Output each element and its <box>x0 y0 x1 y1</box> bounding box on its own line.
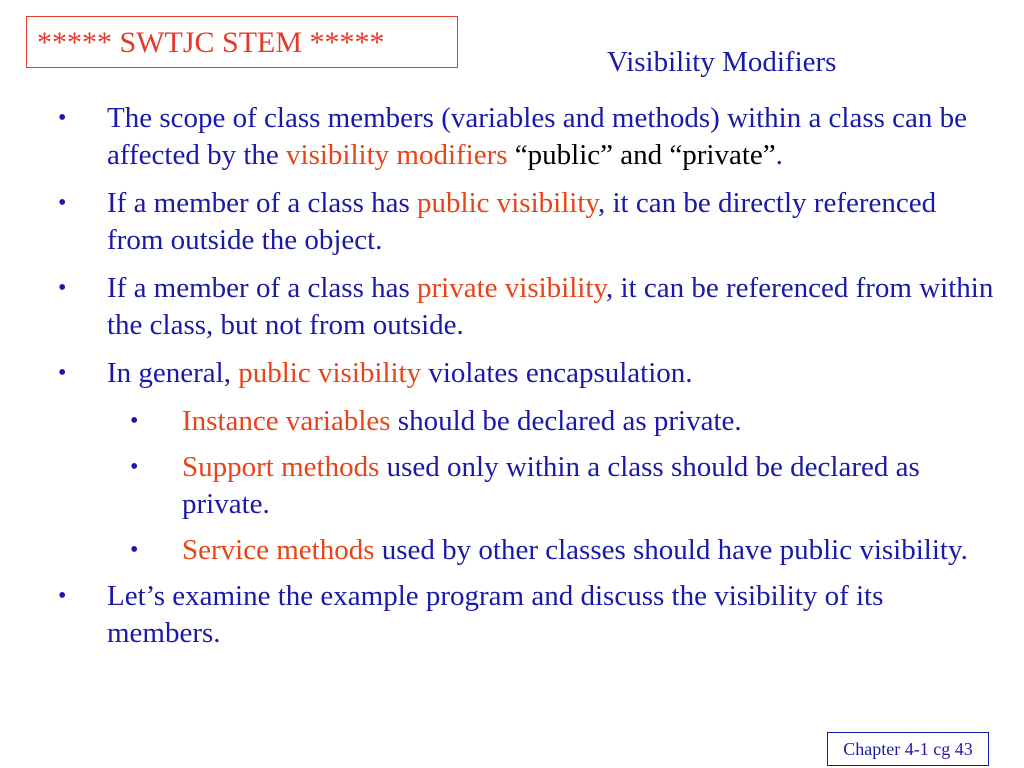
text-run: In general, <box>107 357 239 389</box>
bullet-text <box>107 578 997 652</box>
bullet-dot: • <box>130 537 139 563</box>
text-run: If a member of a class has <box>107 272 418 304</box>
header-label-box <box>26 16 458 68</box>
quoted-keywords: “public” and “private” <box>514 139 776 171</box>
highlight-term: public visibility <box>238 357 422 389</box>
bullet-text <box>182 449 992 523</box>
bullet-public <box>0 185 1024 259</box>
highlight-term: Instance variables <box>182 405 391 437</box>
text-run: If a member of a class has <box>107 187 418 219</box>
slide-title: Visibility Modifiers <box>607 46 837 78</box>
text-run: violates encapsulation. <box>421 357 693 389</box>
bullet-scope <box>0 100 1024 174</box>
text-run: . <box>775 139 783 171</box>
highlight-term: Service methods <box>182 534 375 566</box>
bullet-text <box>107 185 997 259</box>
text-run: , it can be referenced from within the class, but not from outside. <box>107 272 994 341</box>
sub-bullet-support-methods <box>0 449 1024 523</box>
highlight-term: public visibility <box>417 187 598 219</box>
bullet-general <box>0 355 1024 392</box>
bullet-dot: • <box>130 454 139 480</box>
text-run: , it can be directly referenced from outside the object. <box>107 187 937 256</box>
text-run: The scope of class members (variables and methods) within a class can be affected by the <box>107 102 968 171</box>
bullet-dot: • <box>58 190 67 216</box>
text-run: Let’s examine the example program and discuss the visibility of its members. <box>107 580 884 649</box>
text-run: used by other classes should have public visibility. <box>374 534 968 566</box>
bullet-dot: • <box>58 360 67 386</box>
bullet-text <box>107 270 997 344</box>
text-run <box>508 139 515 171</box>
bullet-examine <box>0 578 1024 652</box>
highlight-term: Support methods <box>182 451 380 483</box>
bullet-dot: • <box>130 408 139 434</box>
footer-label-box <box>827 732 989 766</box>
bullet-dot: • <box>58 583 67 609</box>
footer-label: Chapter 4-1 cg 43 <box>843 739 973 759</box>
highlight-term: private visibility <box>417 272 607 304</box>
sub-bullet-service-methods <box>0 532 1024 569</box>
bullet-text <box>107 355 997 392</box>
text-run: used only within a class should be declared as private. <box>182 451 920 520</box>
sub-bullet-instance-variables <box>0 403 1024 440</box>
slide-body <box>0 100 1024 663</box>
header-label: ***** SWTJC STEM ***** <box>37 26 385 59</box>
bullet-dot: • <box>58 105 67 131</box>
bullet-text <box>182 532 992 569</box>
bullet-private <box>0 270 1024 344</box>
bullet-text <box>107 100 997 174</box>
highlight-term: visibility modifiers <box>286 139 508 171</box>
bullet-dot: • <box>58 275 67 301</box>
bullet-text <box>182 403 992 440</box>
text-run: should be declared as private. <box>390 405 742 437</box>
